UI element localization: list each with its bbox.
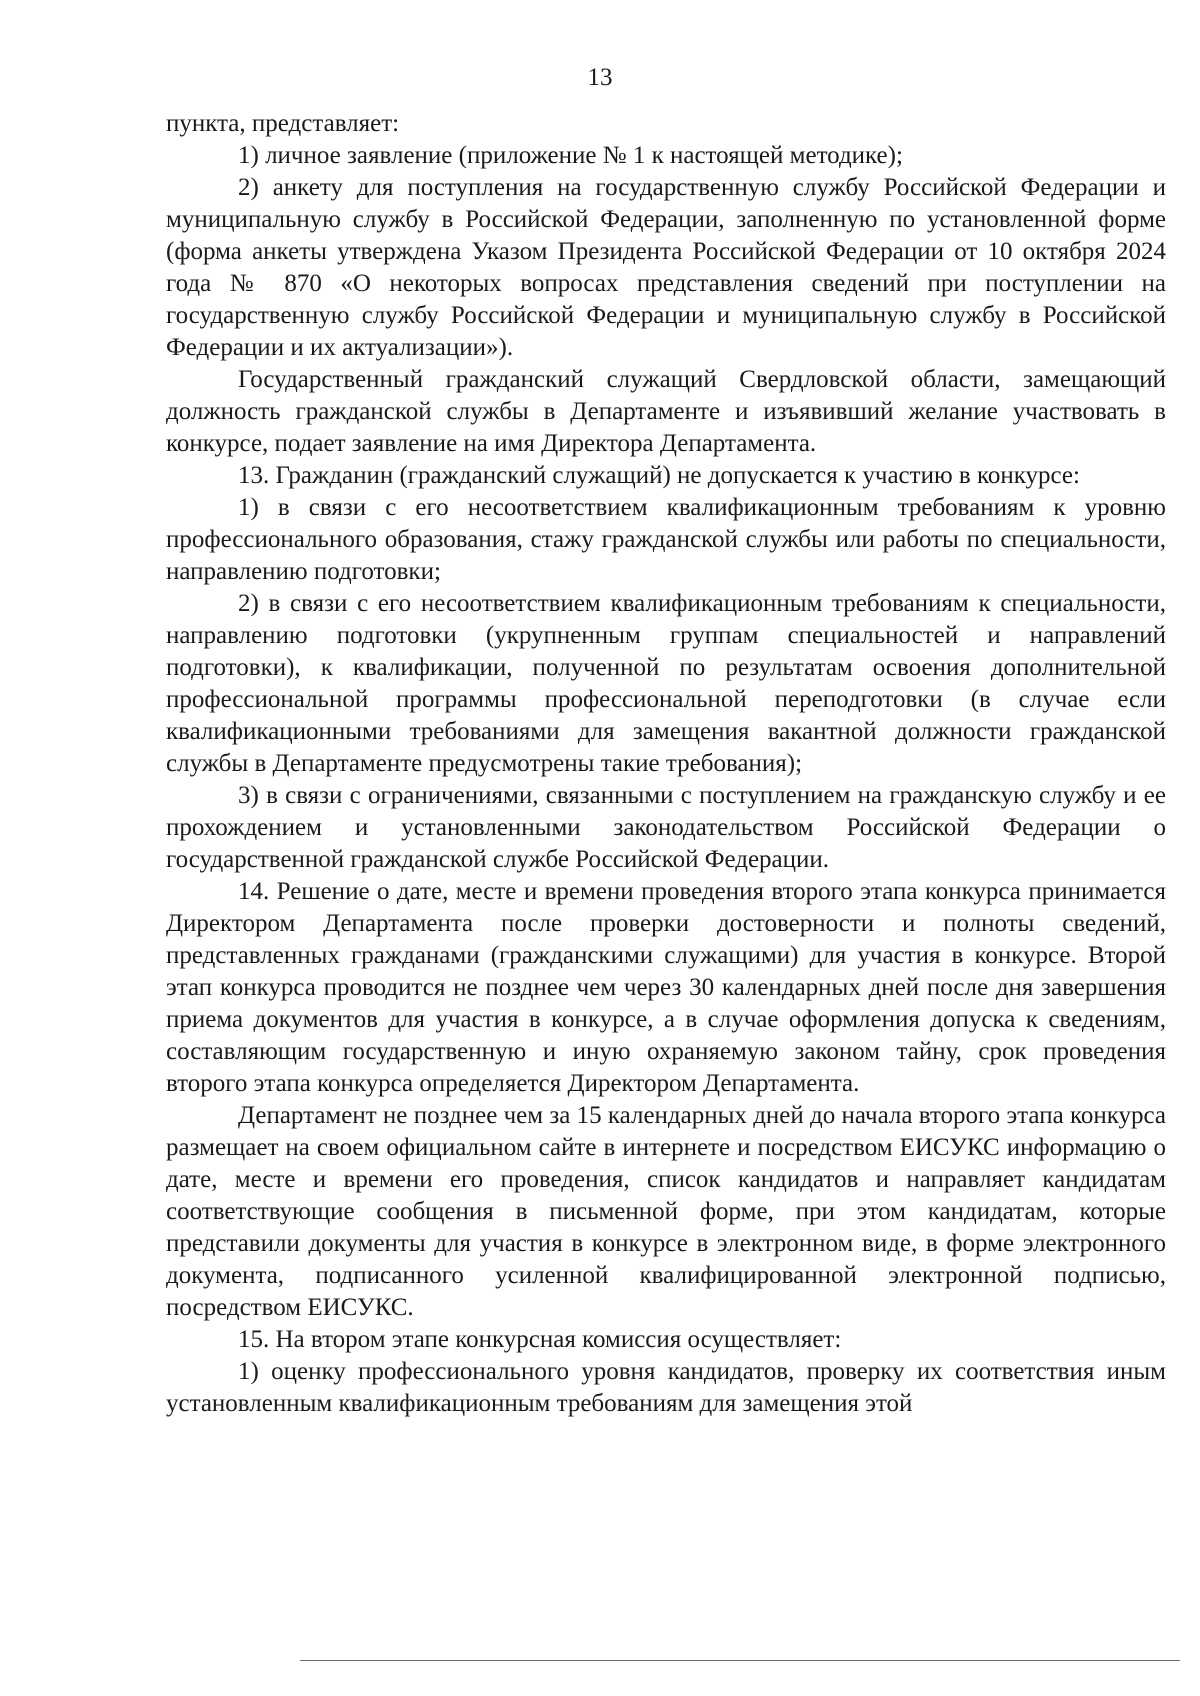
- paragraph-item-application: 1) личное заявление (приложение № 1 к настоящей методике);: [238, 142, 903, 169]
- paragraph-item-education-requirements: 1) в связи с его несоответствием квалификационным требованиям к уровню профессионального образования, стажу гражданской службы или работы по специальности, направлению подготовки;: [166, 494, 1166, 585]
- page-number: 13: [587, 64, 613, 91]
- paragraph-section-13: 13. Гражданин (гражданский служащий) не допускается к участию в конкурсе:: [238, 462, 1080, 489]
- paragraph-civil-servant-application: Государственный гражданский служащий Свердловской области, замещающий должность гражданской службы в Департаменте и изъявивший желание участвовать в конкурсе, подает заявление на имя Директора Департамента.: [166, 366, 1166, 457]
- paragraph-item-restrictions: 3) в связи с ограничениями, связанными с поступлением на гражданскую службу и ее прохождением и установленными законодательством Российской Федерации о государственной гражданской службе Российской Федерации.: [166, 782, 1166, 873]
- paragraph-department-notice: Департамент не позднее чем за 15 календарных дней до начала второго этапа конкурса размещает на своем официальном сайте в интернете и посредством ЕИСУКС информацию о дате, месте и времени его проведения, список кандидатов и направляет кандидатам соответствующие сообщения в письменной форме, при этом кандидатам, которые представили документы для участия в конкурсе в электронном виде, в форме электронного документа, подписанного усиленной квалифицированной электронной подписью, посредством ЕИСУКС.: [166, 1102, 1166, 1321]
- paragraph-continuation: пункта, представляет:: [166, 110, 400, 137]
- paragraph-section-15: 15. На втором этапе конкурсная комиссия осуществляет:: [238, 1326, 842, 1353]
- paragraph-item-specialty-requirements: 2) в связи с его несоответствием квалификационным требованиям к специальности, направлению подготовки (укрупненным группам специальностей и направлений подготовки), к квалификации, полученной по результатам освоения дополнительной профессиональной программы профессиональной переподготовки (в случае если квалификационными требованиями для замещения вакантной должности гражданской службы в Департаменте предусмотрены такие требования);: [166, 590, 1166, 777]
- paragraph-item-assessment: 1) оценку профессионального уровня кандидатов, проверку их соответствия иным установленным квалификационным требованиям для замещения этой: [166, 1358, 1166, 1417]
- paragraph-section-14: 14. Решение о дате, месте и времени проведения второго этапа конкурса принимается Директором Департамента после проверки достоверности и полноты сведений, представленных гражданами (гражданскими служащими) для участия в конкурсе. Второй этап конкурса проводится не позднее чем через 30 календарных дней после дня завершения приема документов для участия в конкурсе, а в случае оформления допуска к сведениям, составляющим государственную и иную охраняемую законом тайну, срок проведения второго этапа конкурса определяется Директором Департамента.: [166, 878, 1166, 1097]
- footer-divider: [300, 1660, 1180, 1661]
- document-body: [166, 108, 1166, 1420]
- paragraph-item-questionnaire: 2) анкету для поступления на государственную службу Российской Федерации и муниципальную службу в Российской Федерации, заполненную по установленной форме (форма анкеты утверждена Указом Президента Российской Федерации от 10 октября 2024 года № 870 «О некоторых вопросах представления сведений при поступлении на государственную службу Российской Федерации и муниципальную службу в Российской Федерации и их актуализации»).: [166, 174, 1166, 361]
